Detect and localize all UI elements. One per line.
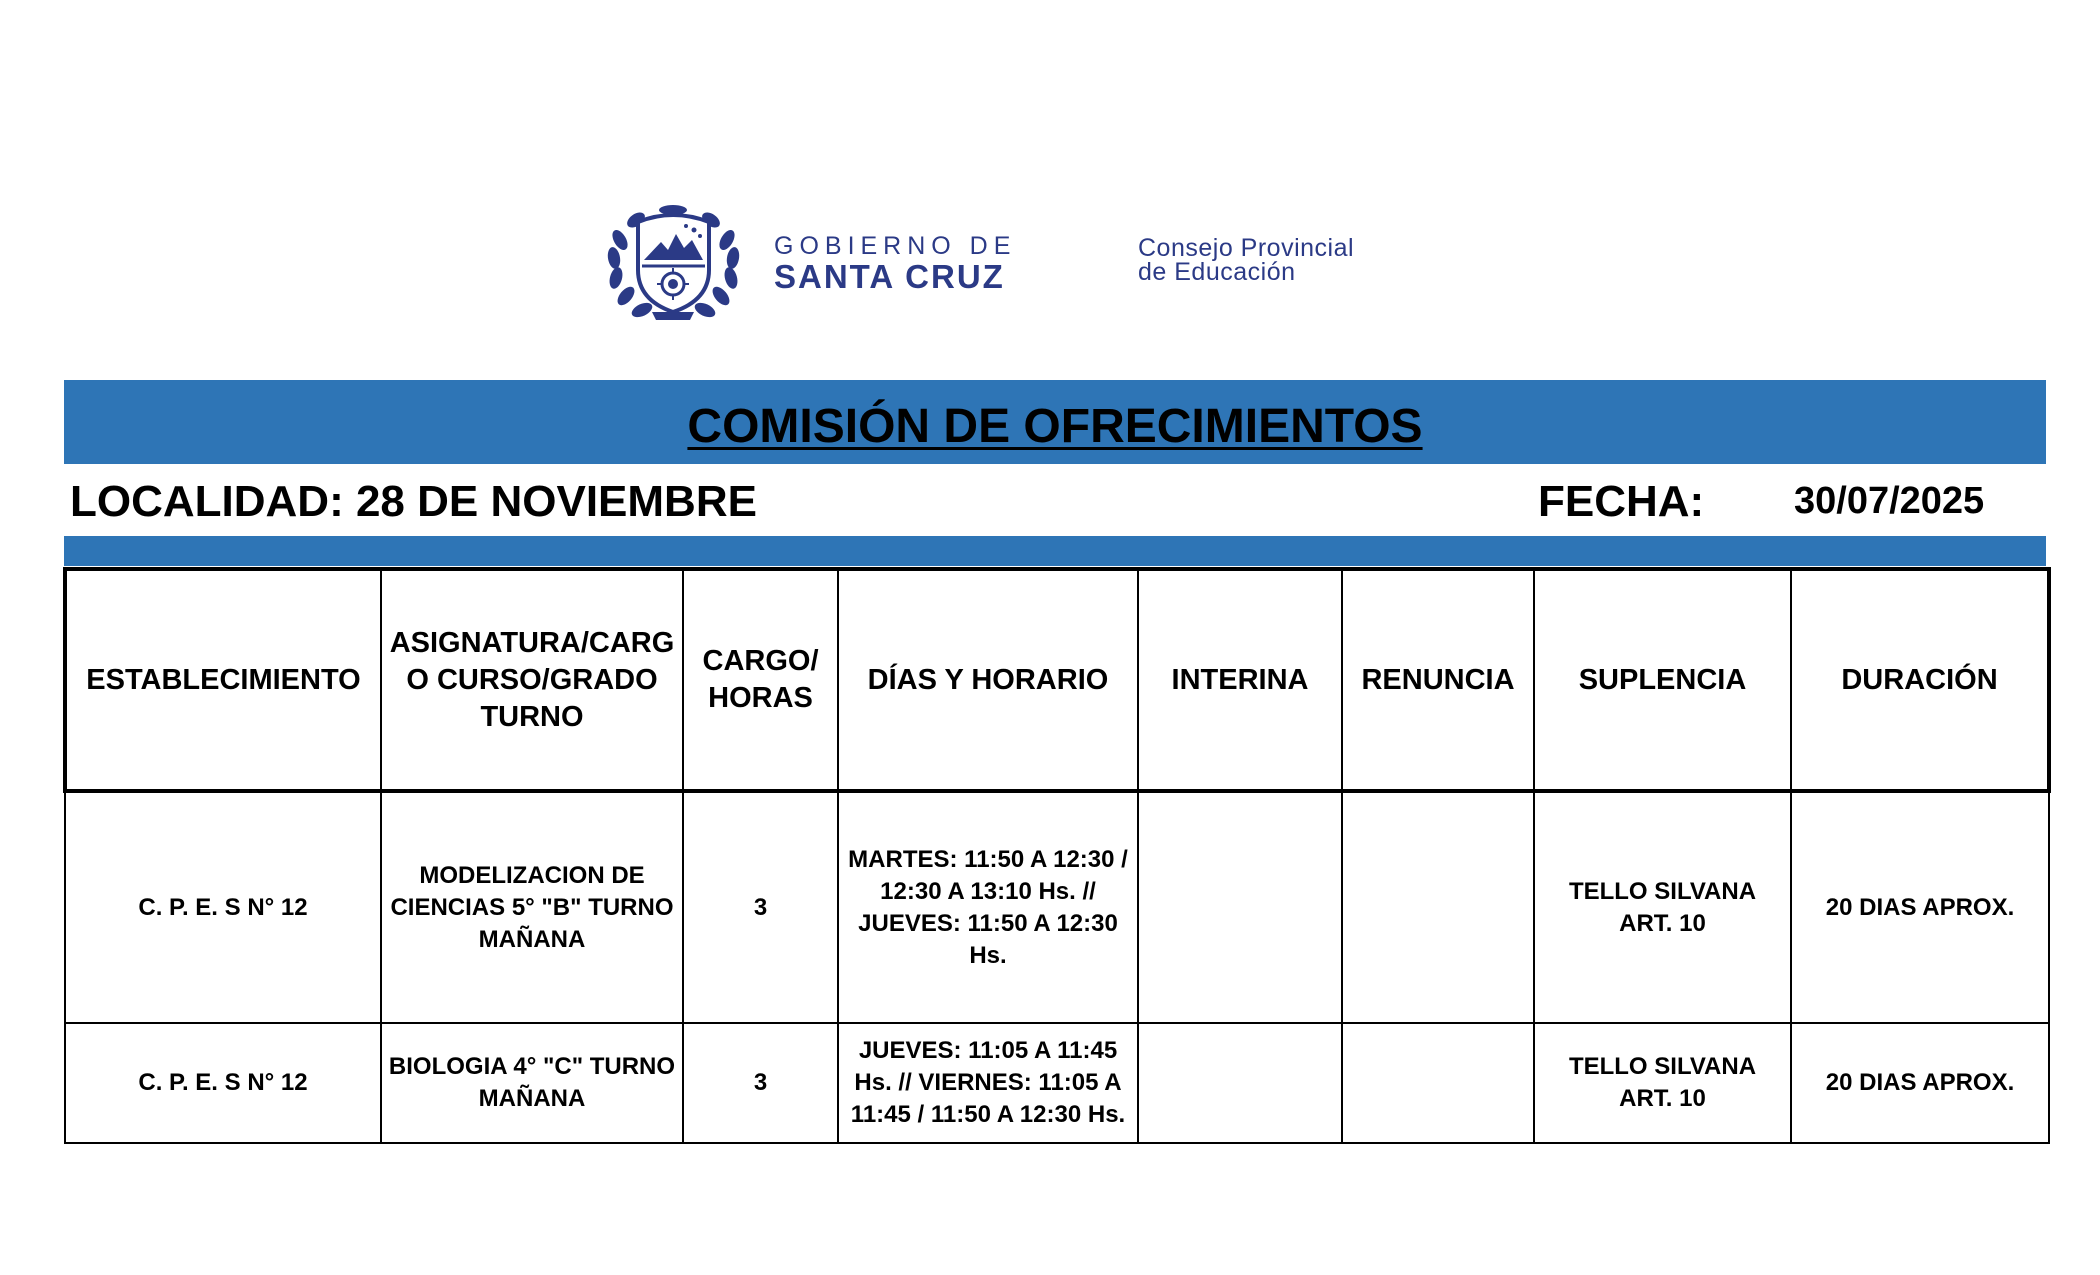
offers-table	[63, 567, 2051, 1144]
header-renuncia: RENUNCIA	[1342, 569, 1534, 791]
cell-establecimiento: C. P. E. S N° 12	[65, 791, 381, 1023]
cell-duracion: 20 DIAS APROX.	[1791, 791, 2049, 1023]
locality-label: LOCALIDAD: 28 DE NOVIEMBRE	[70, 477, 757, 526]
cell-dias-horario: JUEVES: 11:05 A 11:45 Hs. // VIERNES: 11:05 A 11:45 / 11:50 A 12:30 Hs.	[838, 1023, 1138, 1143]
council-name	[1138, 236, 1354, 284]
table-row	[65, 791, 2049, 1023]
cell-suplencia: TELLO SILVANA ART. 10	[1534, 791, 1791, 1023]
header-logo-block	[606, 200, 1436, 325]
cell-cargo-horas: 3	[683, 1023, 838, 1143]
cell-dias-horario: MARTES: 11:50 A 12:30 / 12:30 A 13:10 Hs. // JUEVES: 11:50 A 12:30 Hs.	[838, 791, 1138, 1023]
cell-asignatura: BIOLOGIA 4° "C" TURNO MAÑANA	[381, 1023, 683, 1143]
cell-renuncia	[1342, 1023, 1534, 1143]
date-label: FECHA:	[1538, 477, 1705, 526]
header-dias-horario: DÍAS Y HORARIO	[838, 569, 1138, 791]
date-value: 30/07/2025	[1794, 480, 1985, 522]
government-name-line2: SANTA CRUZ	[774, 258, 1005, 295]
header-interina: INTERINA	[1138, 569, 1342, 791]
council-name-line1: Consejo Provincial	[1138, 234, 1355, 262]
separator-band	[64, 536, 2046, 566]
header-establecimiento: ESTABLECIMIENTO	[65, 569, 381, 791]
header-asignatura: ASIGNATURA/CARG O CURSO/GRADO TURNO	[381, 569, 683, 791]
cell-cargo-horas: 3	[683, 791, 838, 1023]
header-suplencia: SUPLENCIA	[1534, 569, 1791, 791]
locality-date-row	[64, 465, 2046, 535]
cell-establecimiento: C. P. E. S N° 12	[65, 1023, 381, 1143]
government-name	[774, 232, 1016, 294]
cell-asignatura: MODELIZACION DE CIENCIAS 5° "B" TURNO MAÑANA	[381, 791, 683, 1023]
cell-interina	[1138, 791, 1342, 1023]
table-header-row	[65, 569, 2049, 791]
document-title: COMISIÓN DE OFRECIMIENTOS	[687, 399, 1423, 453]
header-cargo-horas: CARGO/ HORAS	[683, 569, 838, 791]
government-name-line1: GOBIERNO DE	[774, 232, 1017, 260]
header-duracion: DURACIÓN	[1791, 569, 2049, 791]
cell-suplencia: TELLO SILVANA ART. 10	[1534, 1023, 1791, 1143]
title-band	[64, 380, 2046, 464]
table-row	[65, 1023, 2049, 1143]
province-coat-of-arms-icon	[606, 200, 741, 325]
council-name-line2: de Educación	[1138, 258, 1296, 286]
cell-interina	[1138, 1023, 1342, 1143]
cell-duracion: 20 DIAS APROX.	[1791, 1023, 2049, 1143]
cell-renuncia	[1342, 791, 1534, 1023]
